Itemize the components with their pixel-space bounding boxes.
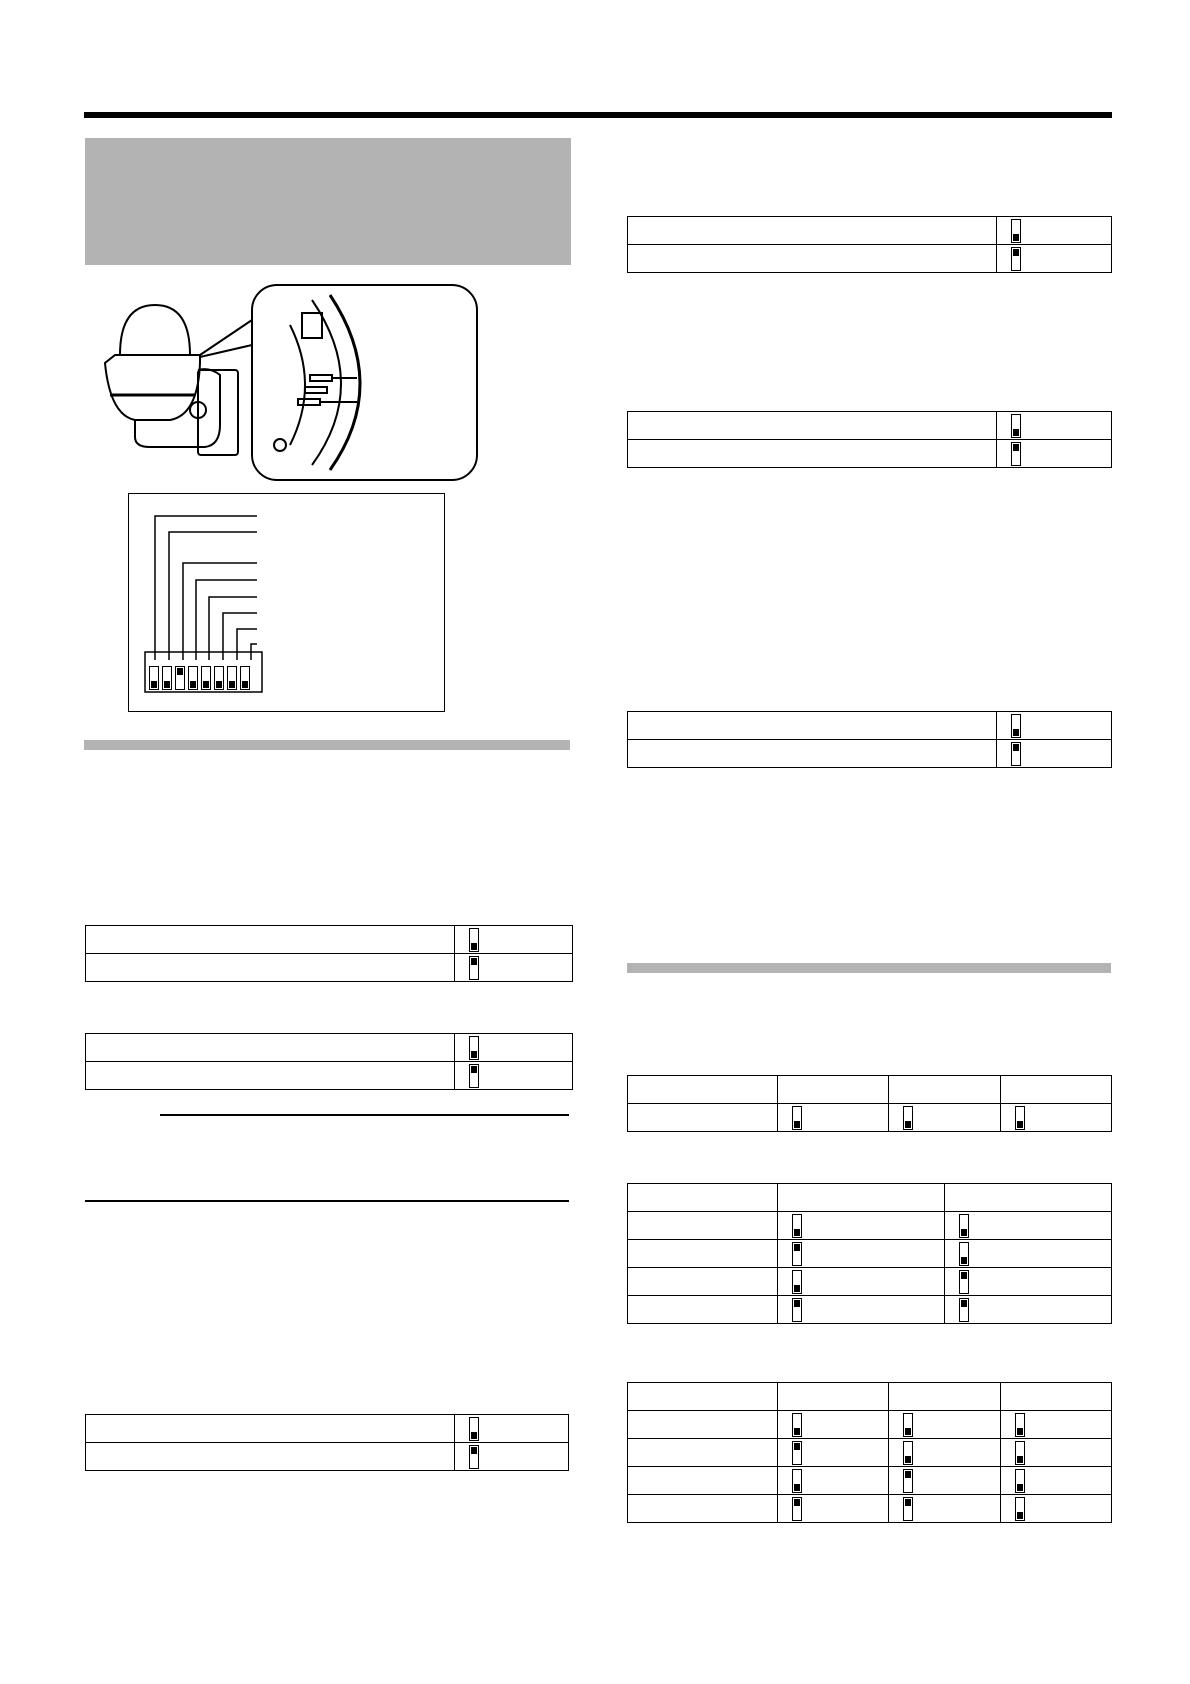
switch-cell	[997, 412, 1112, 440]
row-label-cell	[86, 1415, 455, 1443]
row-label-cell	[628, 1240, 778, 1268]
dip-switch-up-icon	[903, 1497, 913, 1521]
table-row	[628, 1411, 1112, 1439]
dip-switch-down-icon	[469, 1417, 479, 1441]
header-cell	[777, 1184, 945, 1212]
switch-table	[627, 1382, 1112, 1523]
switch-cell	[455, 926, 573, 954]
switch-cell	[1001, 1495, 1112, 1523]
dip-switch-down-icon	[469, 928, 479, 952]
dip-switch-down-icon	[1015, 1469, 1025, 1493]
dip-switch-down-icon	[1011, 714, 1021, 738]
switch-table	[627, 711, 1112, 768]
switch-cell	[777, 1411, 889, 1439]
switch-cell	[455, 1034, 573, 1062]
dip-switch-down-icon	[469, 1036, 479, 1060]
row-label-cell	[628, 1439, 778, 1467]
dip-switch-down-icon	[959, 1242, 969, 1266]
camera-illustration	[80, 275, 480, 485]
table-row	[628, 1240, 1112, 1268]
dip-switch-down-icon	[1015, 1106, 1025, 1130]
dip-switch-up-icon	[469, 956, 479, 980]
table-header-row	[628, 1383, 1112, 1411]
table-header-row	[628, 1184, 1112, 1212]
row-label-cell	[628, 1184, 778, 1212]
dip-switch-down-icon	[792, 1214, 802, 1238]
switch-cell	[777, 1296, 945, 1324]
dip-switch-down-icon	[227, 666, 237, 690]
switch-cell	[889, 1439, 1001, 1467]
table-row	[86, 1415, 569, 1443]
table-row	[628, 712, 1112, 740]
switch-cell	[945, 1240, 1112, 1268]
switch-cell	[1001, 1467, 1112, 1495]
table-row	[86, 1443, 569, 1471]
switch-cell	[1001, 1104, 1112, 1132]
section-bar	[84, 740, 570, 750]
switch-cell	[777, 1495, 889, 1523]
dip-switch-down-icon	[240, 666, 250, 690]
dip-switch-up-icon	[1011, 247, 1021, 271]
switch-cell	[455, 1415, 569, 1443]
dip-switch-down-icon	[1015, 1413, 1025, 1437]
dip-switch-up-icon	[792, 1242, 802, 1266]
switch-table	[627, 1075, 1112, 1132]
row-label-cell	[628, 245, 997, 273]
row-label-cell	[86, 1443, 455, 1471]
switch-cell	[889, 1411, 1001, 1439]
dip-switch-down-icon	[903, 1106, 913, 1130]
row-label-cell	[628, 712, 997, 740]
table-row	[628, 1104, 1112, 1132]
table-row	[628, 1268, 1112, 1296]
dip-switch-up-icon	[1011, 742, 1021, 766]
switch-cell	[997, 245, 1112, 273]
row-label-cell	[628, 1296, 778, 1324]
switch-cell	[997, 740, 1112, 768]
row-label-cell	[628, 440, 997, 468]
dip-switch-down-icon	[149, 666, 159, 690]
dip-switch-down-icon	[1015, 1497, 1025, 1521]
switch-table	[85, 925, 573, 982]
table-row	[628, 440, 1112, 468]
dip-switch-up-icon	[792, 1298, 802, 1322]
dip-switch-down-icon	[792, 1413, 802, 1437]
switch-cell	[997, 440, 1112, 468]
table-row	[628, 245, 1112, 273]
table-row	[628, 217, 1112, 245]
dip-switch-up-icon	[792, 1497, 802, 1521]
dip-switch-up-icon	[959, 1298, 969, 1322]
switch-cell	[997, 712, 1112, 740]
dip-switch-up-icon	[469, 1445, 479, 1469]
note-rule	[85, 1200, 569, 1202]
dip-switch-up-icon	[1011, 442, 1021, 466]
header-cell	[777, 1383, 889, 1411]
switch-cell	[889, 1104, 1001, 1132]
dip-switch-up-icon	[792, 1441, 802, 1465]
dip-switch-up-icon	[903, 1469, 913, 1493]
row-label-cell	[628, 412, 997, 440]
switch-cell	[1001, 1411, 1112, 1439]
dip-switch-down-icon	[903, 1441, 913, 1465]
switch-cell	[777, 1268, 945, 1296]
table-row	[86, 926, 573, 954]
dip-switch-down-icon	[214, 666, 224, 690]
switch-table	[85, 1033, 573, 1090]
switch-cell	[945, 1296, 1112, 1324]
row-label-cell	[86, 926, 455, 954]
row-label-cell	[628, 217, 997, 245]
switch-cell	[777, 1212, 945, 1240]
section-bar	[627, 963, 1111, 973]
table-row	[628, 1212, 1112, 1240]
table-row	[628, 1439, 1112, 1467]
row-label-cell	[86, 1034, 455, 1062]
switch-table	[627, 1183, 1112, 1324]
dip-switch-down-icon	[162, 666, 172, 690]
dip-switch-down-icon	[188, 666, 198, 690]
header-cell	[889, 1076, 1001, 1104]
switch-table	[627, 216, 1112, 273]
dip-switch-down-icon	[792, 1270, 802, 1294]
dip-switch-down-icon	[792, 1469, 802, 1493]
row-label-cell	[628, 1383, 778, 1411]
dip-switch-row	[149, 666, 250, 690]
dip-switch-down-icon	[1011, 414, 1021, 438]
switch-cell	[945, 1268, 1112, 1296]
table-row	[628, 1495, 1112, 1523]
switch-cell	[777, 1467, 889, 1495]
dip-switch-down-icon	[1015, 1441, 1025, 1465]
switch-table	[627, 411, 1112, 468]
table-header-row	[628, 1076, 1112, 1104]
row-label-cell	[86, 1062, 455, 1090]
switch-cell	[455, 1062, 573, 1090]
switch-table	[85, 1414, 569, 1471]
header-cell	[777, 1076, 889, 1104]
switch-cell	[777, 1439, 889, 1467]
header-cell	[1001, 1383, 1112, 1411]
dip-switch-down-icon	[903, 1413, 913, 1437]
dip-switch-down-icon	[792, 1106, 802, 1130]
table-row	[86, 1062, 573, 1090]
dip-switch-up-icon	[175, 666, 185, 690]
switch-cell	[455, 954, 573, 982]
switch-cell	[777, 1240, 945, 1268]
dip-switch-down-icon	[201, 666, 211, 690]
title-box	[85, 138, 571, 265]
row-label-cell	[628, 1411, 778, 1439]
switch-cell	[777, 1104, 889, 1132]
dip-switch-down-icon	[959, 1214, 969, 1238]
row-label-cell	[628, 1495, 778, 1523]
table-row	[86, 954, 573, 982]
row-label-cell	[628, 740, 997, 768]
header-cell	[1001, 1076, 1112, 1104]
switch-cell	[945, 1212, 1112, 1240]
row-label-cell	[628, 1104, 778, 1132]
table-row	[628, 412, 1112, 440]
table-row	[628, 1467, 1112, 1495]
header-cell	[889, 1383, 1001, 1411]
switch-cell	[889, 1467, 1001, 1495]
table-row	[628, 740, 1112, 768]
switch-cell	[997, 217, 1112, 245]
dip-switch-diagram	[128, 493, 445, 712]
header-cell	[945, 1184, 1112, 1212]
row-label-cell	[628, 1076, 778, 1104]
switch-cell	[889, 1495, 1001, 1523]
switch-cell	[455, 1443, 569, 1471]
switch-cell	[1001, 1439, 1112, 1467]
dip-switch-up-icon	[469, 1064, 479, 1088]
table-row	[628, 1296, 1112, 1324]
row-label-cell	[628, 1467, 778, 1495]
dip-switch-down-icon	[1011, 219, 1021, 243]
header-rule	[84, 112, 1112, 118]
row-label-cell	[86, 954, 455, 982]
row-label-cell	[628, 1212, 778, 1240]
note-rule	[160, 1114, 569, 1116]
dip-switch-up-icon	[959, 1270, 969, 1294]
table-row	[86, 1034, 573, 1062]
row-label-cell	[628, 1268, 778, 1296]
